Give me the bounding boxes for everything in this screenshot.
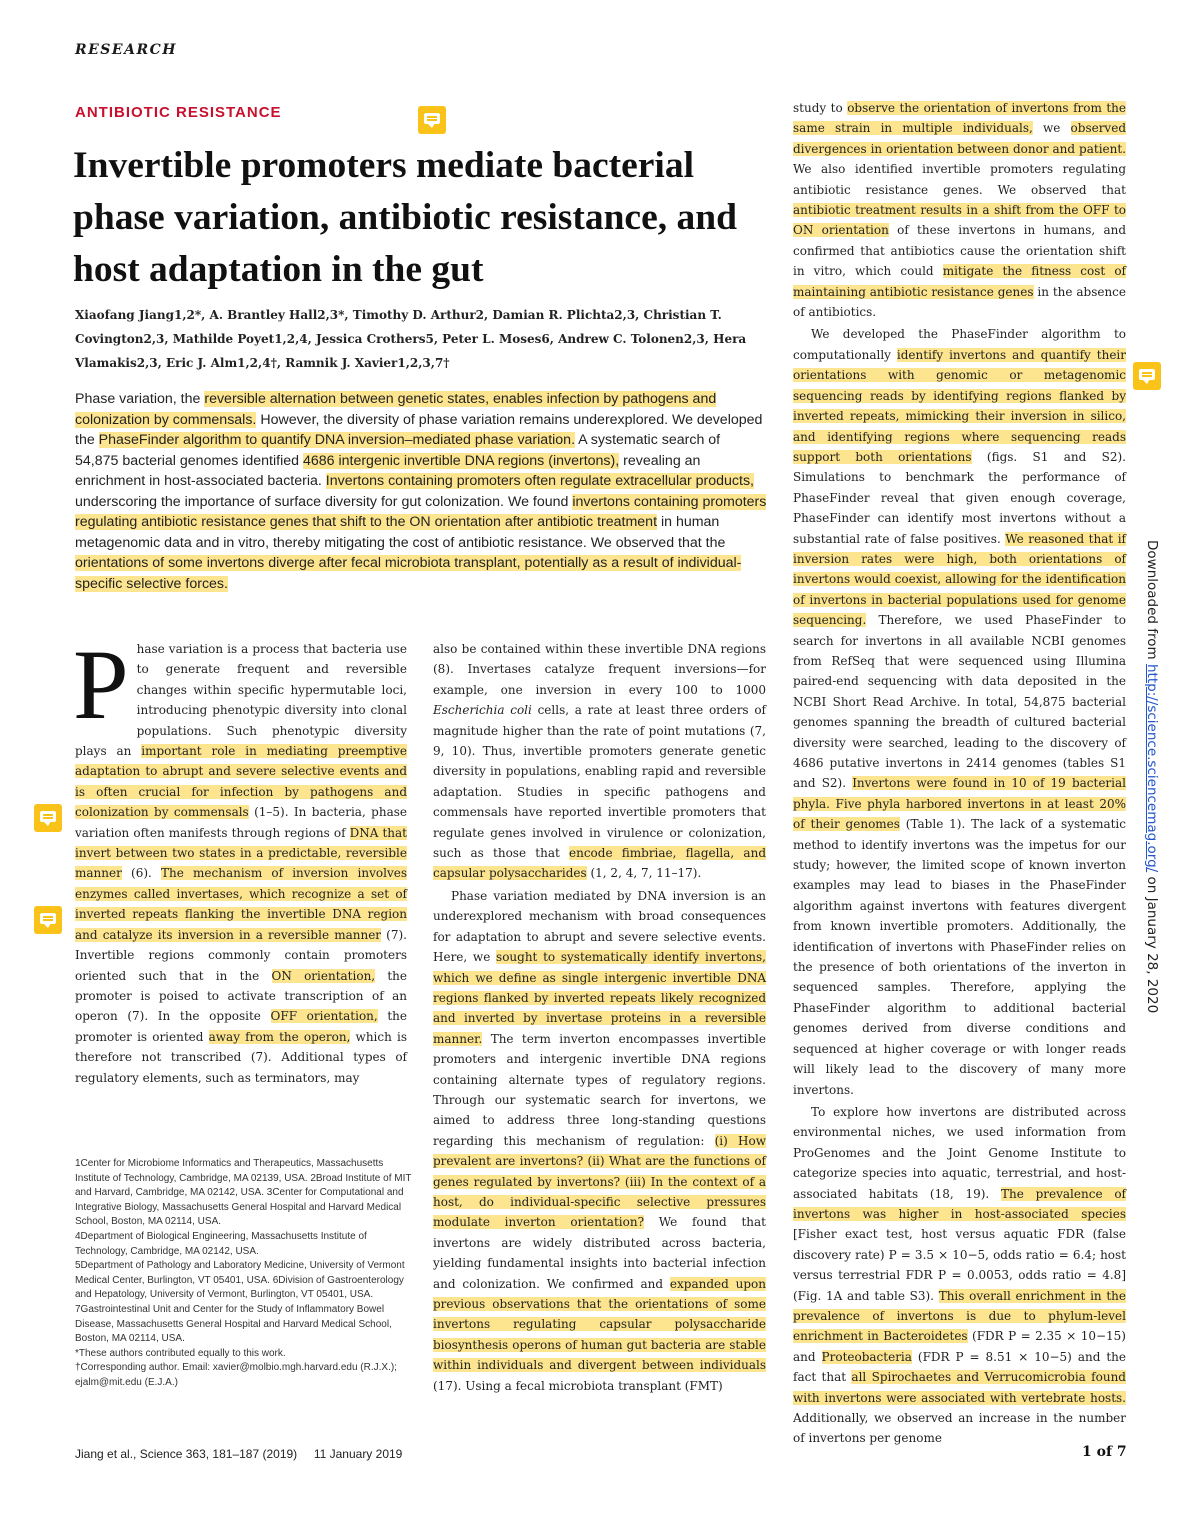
highlight[interactable]: expanded upon previous observations that the orientations of some invertons regulating capsular polysaccharide biosynthesis operons of human gut bacteria are stable within individuals and divergent between individuals xyxy=(433,1276,767,1373)
highlight[interactable]: away from the operon, xyxy=(208,1029,351,1044)
highlight[interactable]: important role in mediating preemptive adaptation to abrupt and severe selective events and is often crucial for infection by pathogens and colonization by commensals xyxy=(75,744,408,820)
download-link[interactable]: http://science.sciencemag.org/ xyxy=(1144,663,1160,873)
highlight[interactable]: mitigate the fitness cost of maintaining antibiotic resistance genes xyxy=(793,264,1126,299)
highlight[interactable]: Invertons were found in 10 of 19 bacterial phyla. Five phyla harbored invertons in at least 20% of their genomes xyxy=(793,776,1126,832)
drop-cap: P xyxy=(73,629,129,740)
highlight[interactable]: PhaseFinder algorithm to quantify DNA inversion–mediated phase variation. xyxy=(98,432,576,448)
body-column-2: also be contained within these invertible DNA regions (8). Invertases catalyze frequent inversions—for example, one inversion in every 100 to 1000 Escherichia coli cells, a rate at least three orders of magnitude higher than the rate of point mutations (7, 9, 10). Thus, invertible promoters generate genetic diversity in populations, enabling rapid and reversible adaptation. Studies in specific pathogens and commensals have reported invertible promoters that regulate genes involved in virulence or colonization, such as those that encode fimbriae, flagella, and capsular polysaccharides (1, 2, 4, 7, 11–17). Phase variation mediated by DNA inversion is an underexplored mechanism with broad consequences for adaptation to abrupt and severe selective events. Here, we sought to systematically identify invertons, which we define as single intergenic invertible DNA regions flanked by inverted repeats likely recognized and inverted by invertase proteins in a reversible manner. The term inverton encompasses invertible promoters and intergenic invertible DNA regions containing alternate types of regulatory regions. Through our systematic search for invertons, we aimed to address three long-standing questions regarding this mechanism of regulation: (i) How prevalent are invertons? (ii) What are the functions of genes regulated by invertons? (iii) In the context of a host, do individual-specific selective pressures modulate inverton orientation? We found that invertons are widely distributed across bacteria, yielding fundamental insights into bacterial infection and colonization. We confirmed and expanded upon previous observations that the orientations of some invertons regulating capsular polysaccharide biosynthesis operons of human gut bacteria are stable within individuals and divergent between individuals (17). Using a fecal microbiota transplant (FMT) xyxy=(433,642,767,1393)
highlight[interactable]: OFF orientation, xyxy=(270,1009,378,1024)
article-kicker: ANTIBIOTIC RESISTANCE xyxy=(75,104,282,121)
highlight[interactable]: identify invertons and quantify their orientations with genomic or metagenomic sequencing reads by identifying regions flanked by inverted repeats, mimicking their inversion in silico, and identifying regions where sequencing reads support both orientations xyxy=(793,347,1126,464)
highlight[interactable]: We reasoned that if inversion rates were high, both orientations of invertons would coexist, allowing for the identification of invertons in bacterial populations used for genome sequencing. xyxy=(793,531,1126,628)
highlight[interactable]: observed divergences in orientation between donor and patient. xyxy=(793,121,1126,156)
download-notice: Downloaded from http://science.sciencemag.org/ on January 28, 2020 xyxy=(1144,540,1160,1014)
highlight[interactable]: Proteobacteria xyxy=(821,1349,912,1364)
highlight[interactable]: The mechanism of inversion involves enzymes called invertases, which recognize a set of inverted repeats flanking the invertible DNA region and catalyze its inversion in a reversible manner xyxy=(75,866,407,942)
highlight[interactable]: observe the orientation of invertons from the same strain in multiple individuals, xyxy=(793,101,1126,136)
section-label: RESEARCH xyxy=(75,42,177,58)
affiliations: 1Center for Microbiome Informatics and Therapeutics, Massachusetts Institute of Technology, Cambridge, MA 02139, USA. 2Broad Institute of MIT and Harvard, Cambridge, MA 02142, USA. 3Center for Computational and Integrative Biology, Massachusetts General Hospital and Harvard Medical School, Boston, MA 02114, USA. 4Department of Biological Engineering, Massachusetts Institute of Technology, Cambridge, MA 02142, USA. 5Department of Pathology and Laboratory Medicine, University of Vermont Medical Center, Burlington, VT 05401, USA. 6Division of Gastroenterology and Hepatology, University of Vermont, Burlington, VT 05401, USA. 7Gastrointestinal Unit and Center for the Study of Inflammatory Bowel Disease, Massachusetts General Hospital and Harvard Medical School, Boston, MA 02114, USA. *These authors contributed equally to this work. †Corresponding author. Email: xavier@molbio.mgh.harvard.edu (R.J.X.); ejalm@mit.edu (E.J.A.) xyxy=(75,1158,412,1388)
highlight[interactable]: invertons containing promoters regulating antibiotic resistance genes that shift to the ON orientation after antibiotic treatment xyxy=(75,493,767,530)
highlight[interactable]: sought to systematically identify invertons, which we define as single intergenic invertible DNA regions flanked by inverted repeats likely recognized and inverted by invertase proteins in a reversible manner. xyxy=(433,950,766,1046)
highlight[interactable]: reversible alternation between genetic states, enables infection by pathogens and colonization by commensals. xyxy=(75,391,717,428)
body-column-3: study to observe the orientation of invertons from the same strain in multiple individuals, we observed divergences in orientation between donor and patient. We also identified invertible promoters regulating antibiotic resistance genes. We observed that antibiotic treatment results in a shift from the OFF to ON orientation of these invertons in humans, and confirmed that antibiotics cause the orientation shift in vitro, which could mitigate the fitness cost of maintaining antibiotic resistance genes in the absence of antibiotics. We developed the PhaseFinder algorithm to computationally identify invertons and quantify their orientations with genomic or metagenomic sequencing reads by identifying regions flanked by inverted repeats, mimicking their inversion in silico, and identifying regions where sequencing reads support both orientations (figs. S1 and S2). Simulations to benchmark the performance of PhaseFinder reveal that given enough coverage, PhaseFinder can identify most invertons without a substantial rate of false positives. We reasoned that if inversion rates were high, both orientations of invertons would coexist, allowing for the identification of invertons in bacterial populations used for genome sequencing. Therefore, we used PhaseFinder to search for invertons in all available NCBI genomes from RefSeq that were sequenced using Illumina paired-end sequencing with data deposited in the NCBI Short Read Archive. In total, 54,875 bacterial genomes spanning the breadth of cultured bacterial diversity were searched, leading to the discovery of 4686 putative invertons in 2414 genomes (tables S1 and S2). Invertons were found in 10 of 19 bacterial phyla. Five phyla harbored invertons in at least 20% of their genomes (Table 1). The lack of a systematic method to identify invertons was the impetus for our study; however, the limited scope of known inverton examples may lead to biases in the PhaseFinder algorithm against invertons with features divergent from known invertible promoters. Additionally, the identification of invertons with PhaseFinder relies on the presence of both orientations of the inverton in sequenced samples. Therefore, applying the PhaseFinder algorithm to additional bacterial genomes derived from diverse conditions and sequenced at higher coverage or with longer reads will likely lead to the discovery of many more invertons. To explore how invertons are distributed across environmental niches, we used information from ProGenomes and the Joint Genome Institute to categorize species into aquatic, terrestrial, and host-associated habitats (18, 19). The prevalence of invertons was higher in host-associated species [Fisher exact test, host versus aquatic FDR (false discovery rate) P = 3.5 × 10−5, odds ratio = 6.4; host versus terrestrial FDR P = 0.0053, odds ratio = 4.8] (Fig. 1A and table S3). This overall enrichment in the prevalence of invertons is due to phylum-level enrichment in Bacteroidetes (FDR P = 2.35 × 10−15) and Proteobacteria (FDR P = 8.51 × 10−5) and the fact that all Spirochaetes and Verrucomicrobia found with invertons were associated with vertebrate hosts. Additionally, we observed an increase in the number of invertons per genome xyxy=(793,101,1127,1446)
comment-icon[interactable] xyxy=(1133,362,1161,390)
highlight[interactable]: encode fimbriae, flagella, and capsular polysaccharides xyxy=(433,846,766,881)
abstract: Phase variation, the reversible alternation between genetic states, enables infection by pathogens and colonization by commensals. However, the diversity of phase variation remains underexplored. We developed the PhaseFinder algorithm to quantify DNA inversion–mediated phase variation. A systematic search of 54,875 bacterial genomes identified 4686 intergenic invertible DNA regions (invertons), revealing an enrichment in host-associated bacteria. Invertons containing promoters often regulate extracellular products, underscoring the importance of surface diversity for gut colonization. We found invertons containing promoters regulating antibiotic resistance genes that shift to the ON orientation after antibiotic treatment in human metagenomic data and in vitro, thereby mitigating the cost of antibiotic resistance. We observed that the orientations of some invertons diverge after fecal microbiota transplant, potentially as a result of individual-specific selective forces. xyxy=(75,391,767,592)
highlight[interactable]: all Spirochaetes and Verrucomicrobia found with invertons were associated with vertebrate hosts. xyxy=(793,1370,1126,1405)
highlight[interactable]: antibiotic treatment results in a shift from the OFF to ON orientation xyxy=(793,203,1126,238)
highlight[interactable]: This overall enrichment in the prevalence of invertons is due to phylum-level enrichment in Bacteroidetes xyxy=(793,1288,1127,1344)
highlight[interactable]: (i) How prevalent are invertons? (ii) What are the functions of genes regulated by invertons? (iii) In the context of a host, do individual-specific selective pressures modulate inverton orientation? xyxy=(433,1133,766,1230)
author-list: Xiaofang Jiang1,2*, A. Brantley Hall2,3*, Timothy D. Arthur2, Damian R. Plichta2,3, Christian T. Covington2,3, Mathilde Poyet1,2,4, Jessica Crothers5, Peter L. Moses6, Andrew C. Tolonen2,3, Hera Vlamakis2,3, Eric J. Alm1,2,4†, Ramnik J. Xavier1,2,3,7† xyxy=(75,308,747,370)
comment-icon[interactable] xyxy=(34,906,62,934)
footer-citation: Jiang et al., Science 363, 181–187 (2019) 11 January 2019 xyxy=(75,1447,403,1461)
highlight[interactable]: ON orientation, xyxy=(271,968,376,983)
article-title: Invertible promoters mediate bacterial phase variation, antibiotic resistance, and host adaptation in the gut xyxy=(73,145,737,290)
highlight[interactable]: Invertons containing promoters often regulate extracellular products, xyxy=(325,473,755,489)
highlight[interactable]: The prevalence of invertons was higher in host-associated species xyxy=(793,1186,1126,1221)
body-column-1: Phase variation is a process that bacteria use to generate frequent and reversible changes within specific hypermutable loci, introducing phenotypic diversity into clonal populations. Such phenotypic diversity plays an important role in mediating preemptive adaptation to abrupt and severe selective events and is often crucial for infection by pathogens and colonization by commensals (1–5). In bacteria, phase variation often manifests through regions of DNA that invert between two states in a predictable, reversible manner (6). The mechanism of inversion involves enzymes called invertases, which recognize a set of inverted repeats flanking the invertible DNA region and catalyze its inversion in a reversible manner (7). Invertible regions commonly contain promoters oriented such that in the ON orientation, the promoter is poised to activate transcription of an operon (7). In the opposite OFF orientation, the promoter is oriented away from the operon, which is therefore not transcribed (7). Additional types of regulatory elements, such as terminators, may xyxy=(73,629,408,1085)
comment-icon[interactable] xyxy=(418,106,446,134)
highlight[interactable]: orientations of some invertons diverge after fecal microbiota transplant, potentially as a result of individual-specific selective forces. xyxy=(75,555,742,592)
page-number: 1 of 7 xyxy=(1082,1444,1127,1460)
highlight[interactable]: 4686 intergenic invertible DNA regions (invertons), xyxy=(302,452,620,469)
comment-icon[interactable] xyxy=(34,804,62,832)
highlight[interactable]: DNA that invert between two states in a predictable, reversible manner xyxy=(75,825,407,881)
